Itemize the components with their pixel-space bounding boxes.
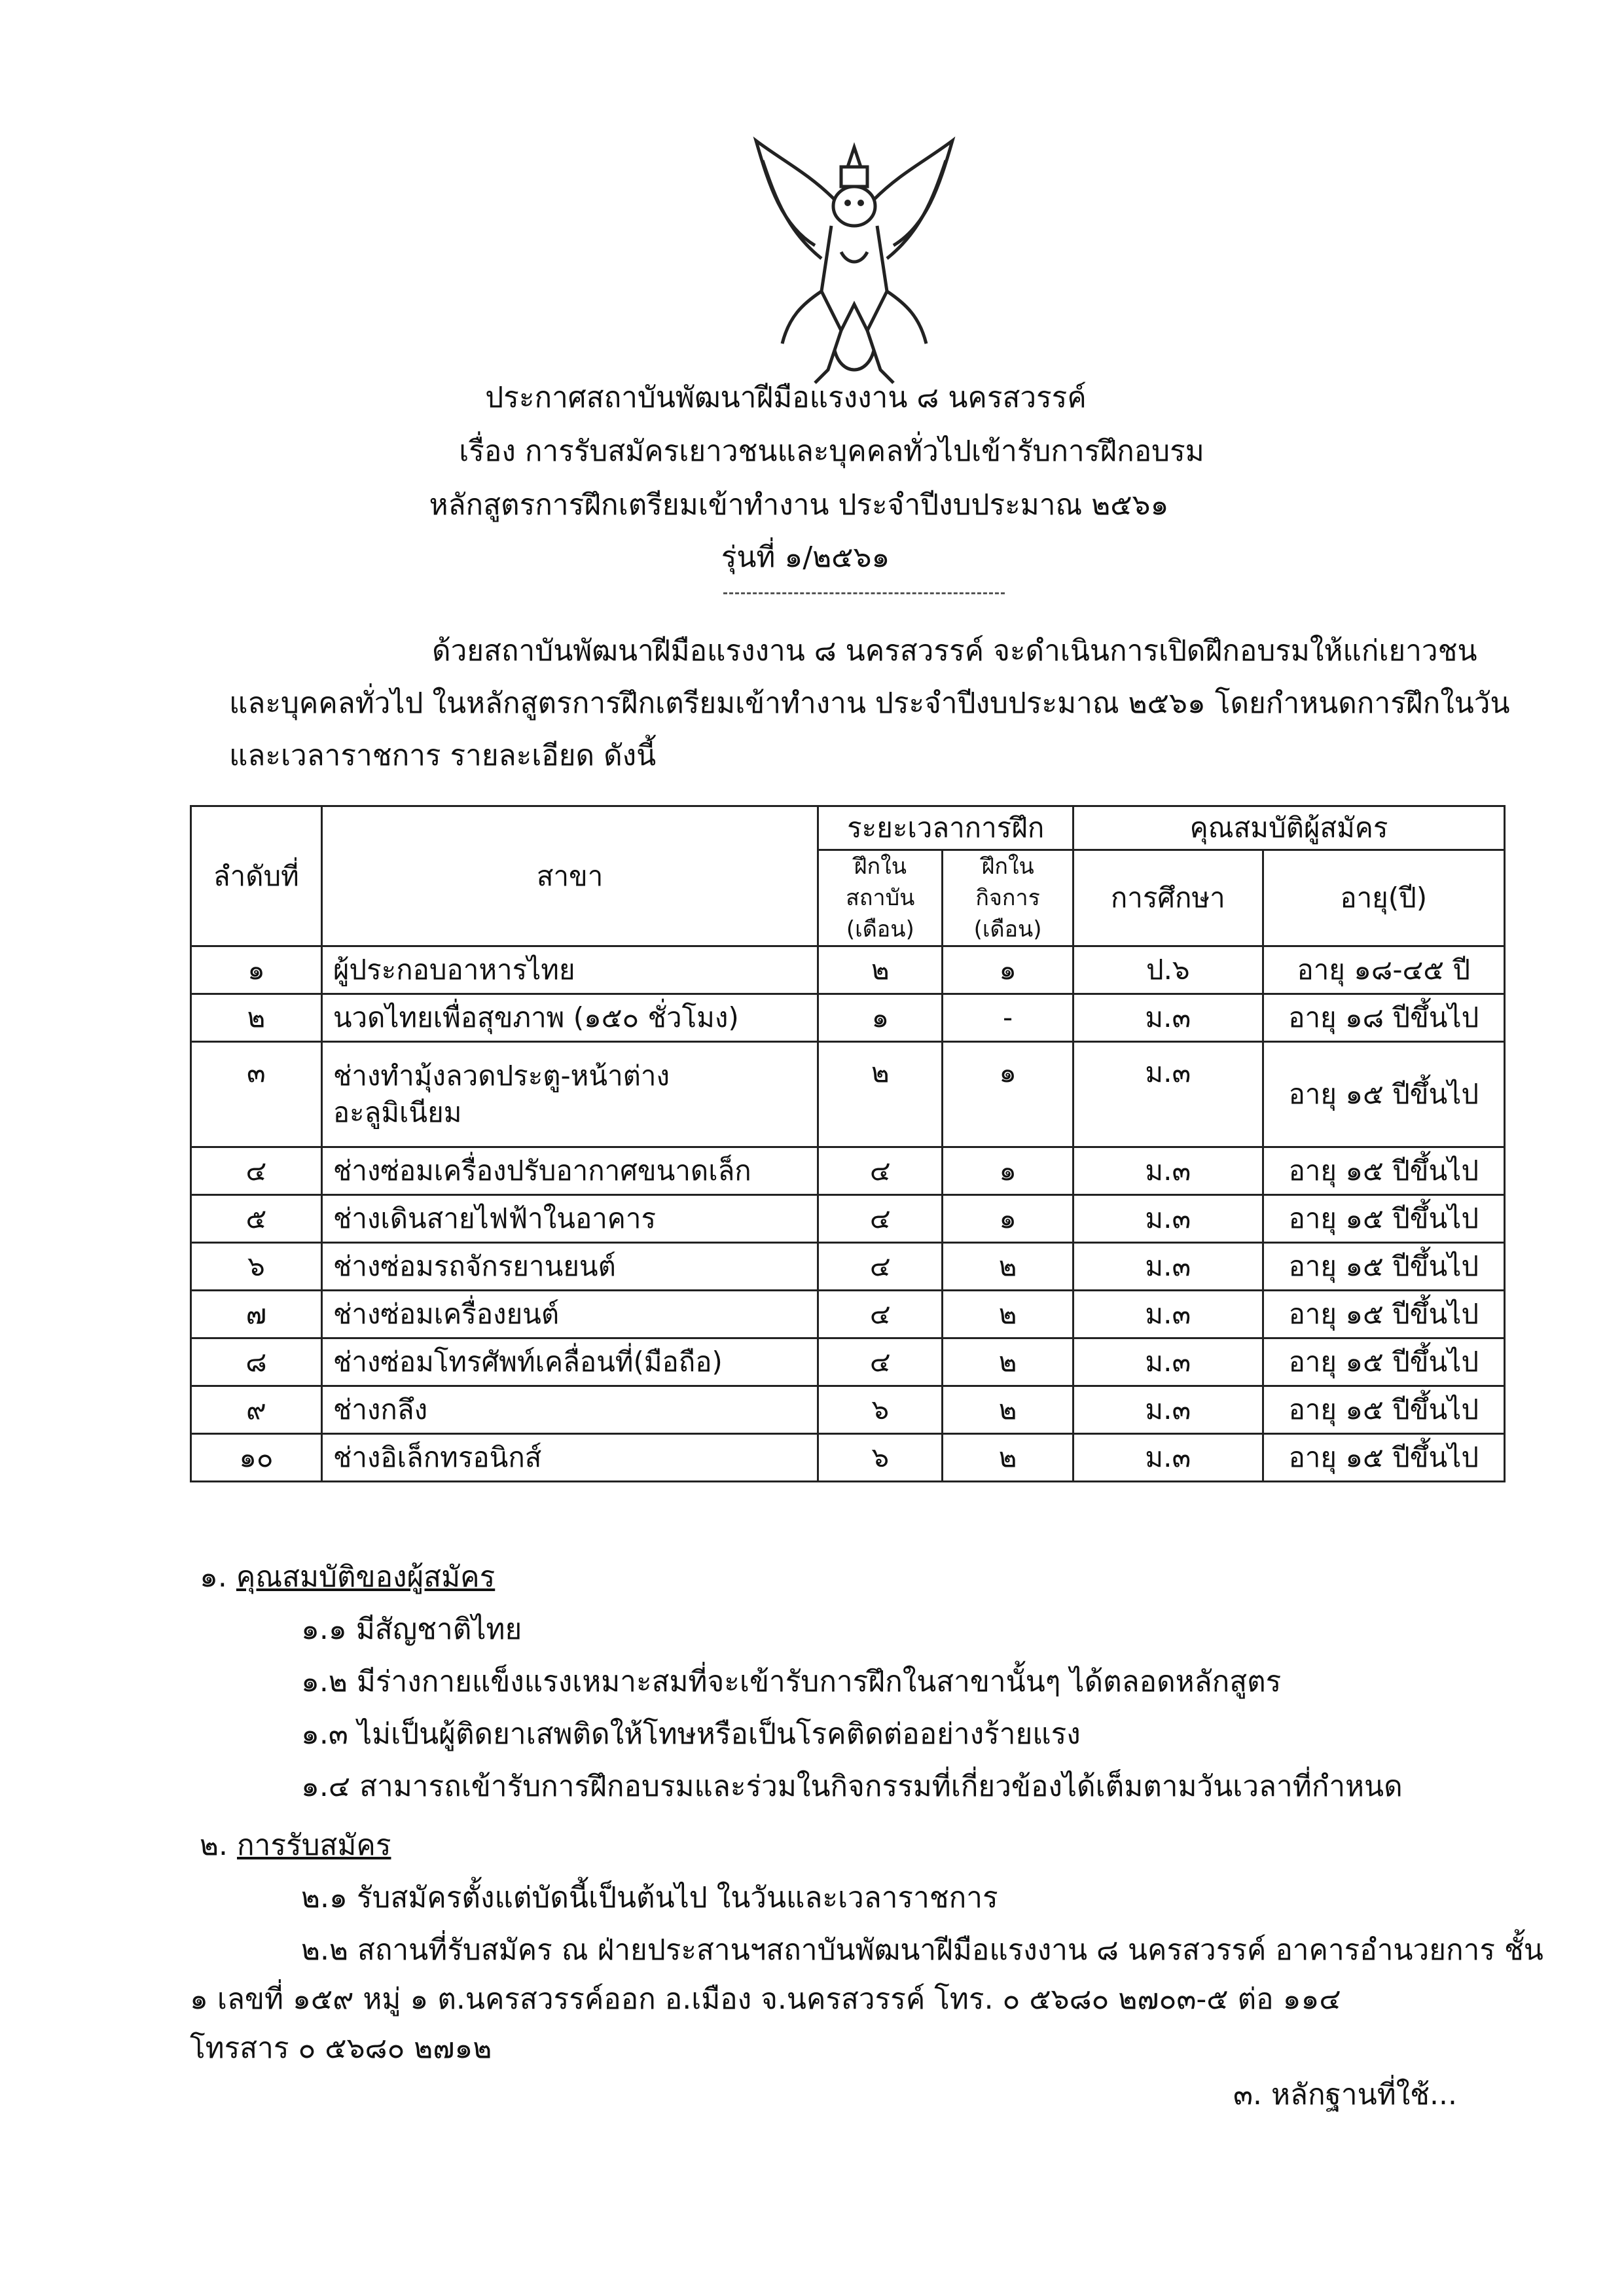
cell-branch: ช่างอิเล็กทรอนิกส์ [321,1434,818,1482]
announcement-batch: รุ่นที่ ๑/๒๕๖๑ [721,541,890,574]
cell-edu: ม.๓ [1074,1386,1263,1434]
table-row [191,1243,1505,1291]
cell-branch: ช่างซ่อมรถจักรยานยนต์ [321,1243,818,1291]
cell-inst: ๑ [818,994,943,1042]
table-row [191,1042,1505,1147]
table-row [191,1338,1505,1386]
table-row [191,994,1505,1042]
section-2-item-2-line-3: โทรสาร ๐ ๕๖๘๐ ๒๗๑๒ [190,2032,492,2065]
table-row [191,1291,1505,1338]
cell-no: ๑ [191,946,322,994]
cell-age: อายุ ๑๕ ปีขึ้นไป [1263,1434,1504,1482]
cell-edu: ม.๓ [1074,994,1263,1042]
cell-branch: ช่างเดินสายไฟฟ้าในอาคาร [321,1195,818,1243]
header-education: การศึกษา [1074,850,1263,946]
cell-no: ๕ [191,1195,322,1243]
intro-line-1: ด้วยสถาบันพัฒนาฝีมือแรงงาน ๘ นครสวรรค์ จะดำเนินการเปิดฝึกอบรมให้แก่เยาวชน [432,634,1477,668]
cell-inst: ๔ [818,1291,943,1338]
cell-edu: ม.๓ [1074,1042,1263,1147]
header-branch: สาขา [321,806,818,946]
cell-edu: ม.๓ [1074,1434,1263,1482]
cell-branch: ช่างซ่อมเครื่องปรับอากาศขนาดเล็ก [321,1147,818,1195]
cell-comp: ๒ [943,1386,1074,1434]
cell-age: อายุ ๑๕ ปีขึ้นไป [1263,1291,1504,1338]
section-1-heading: ๑. คุณสมบัติของผู้สมัคร [200,1560,496,1594]
section-1-item-2: ๑.๒ มีร่างกายแข็งแรงเหมาะสมที่จะเข้ารับการฝึกในสาขานั้นๆ ได้ตลอดหลักสูตร [301,1665,1282,1698]
cell-comp: ๑ [943,1195,1074,1243]
cell-inst: ๒ [818,1042,943,1147]
cell-comp: ๑ [943,1147,1074,1195]
cell-inst: ๖ [818,1434,943,1482]
cell-age: อายุ ๑๕ ปีขึ้นไป [1263,1386,1504,1434]
cell-age: อายุ ๑๕ ปีขึ้นไป [1263,1195,1504,1243]
cell-comp: ๒ [943,1291,1074,1338]
announcement-course: หลักสูตรการฝึกเตรียมเข้าทำงาน ประจำปีงบประมาณ ๒๕๖๑ [429,488,1169,522]
section-1-item-4: ๑.๔ สามารถเข้ารับการฝึกอบรมและร่วมในกิจกรรมที่เกี่ยวข้องได้เต็มตามวันเวลาที่กำหนด [301,1770,1403,1803]
cell-age: อายุ ๑๘ ปีขึ้นไป [1263,994,1504,1042]
course-table [190,805,1506,1482]
announcement-subject: เรื่อง การรับสมัครเยาวชนและบุคคลทั่วไปเข้ารับการฝึกอบรม [459,435,1204,468]
cell-no: ๔ [191,1147,322,1195]
cell-comp: ๒ [943,1243,1074,1291]
cell-age: อายุ ๑๕ ปีขึ้นไป [1263,1147,1504,1195]
cell-no: ๙ [191,1386,322,1434]
cell-age: อายุ ๑๕ ปีขึ้นไป [1263,1338,1504,1386]
garuda-emblem-icon [743,134,965,396]
cell-age: อายุ ๑๕ ปีขึ้นไป [1263,1243,1504,1291]
header-age: อายุ(ปี) [1263,850,1504,946]
cell-inst: ๔ [818,1338,943,1386]
cell-edu: ม.๓ [1074,1243,1263,1291]
cell-edu: ม.๓ [1074,1338,1263,1386]
cell-no: ๗ [191,1291,322,1338]
section-2-item-2-line-2: ๑ เลขที่ ๑๕๙ หมู่ ๑ ต.นครสวรรค์ออก อ.เมือง จ.นครสวรรค์ โทร. ๐ ๕๖๘๐ ๒๗๐๓-๕ ต่อ ๑๑๔ [190,1982,1341,2016]
intro-line-2: และบุคคลทั่วไป ในหลักสูตรการฝึกเตรียมเข้าทำงาน ประจำปีงบประมาณ ๒๕๖๑ โดยกำหนดการฝึกในวัน [229,687,1510,720]
table-row [191,1434,1505,1482]
section-1-item-3: ๑.๓ ไม่เป็นผู้ติดยาเสพติดให้โทษหรือเป็นโรคติดต่ออย่างร้ายแรง [301,1717,1081,1751]
cell-comp: ๑ [943,1042,1074,1147]
header-in-company: ฝึกในกิจการ (เดือน) [943,850,1074,946]
cell-branch: ช่างซ่อมโทรศัพท์เคลื่อนที่(มือถือ) [321,1338,818,1386]
next-page-continuation: ๓. หลักฐานที่ใช้... [1233,2078,1457,2111]
cell-no: ๖ [191,1243,322,1291]
cell-no: ๓ [191,1042,322,1147]
section-1-item-1: ๑.๑ มีสัญชาติไทย [301,1613,522,1646]
cell-branch: ช่างซ่อมเครื่องยนต์ [321,1291,818,1338]
cell-comp: ๑ [943,946,1074,994]
cell-age: อายุ ๑๘-๔๕ ปี [1263,946,1504,994]
cell-no: ๑๐ [191,1434,322,1482]
header-in-institute: ฝึกในสถาบัน (เดือน) [818,850,943,946]
cell-inst: ๒ [818,946,943,994]
cell-branch: ผู้ประกอบอาหารไทย [321,946,818,994]
cell-no: ๘ [191,1338,322,1386]
cell-comp: ๒ [943,1434,1074,1482]
section-2-item-2-line-1: ๒.๒ สถานที่รับสมัคร ณ ฝ่ายประสานฯสถาบันพัฒนาฝีมือแรงงาน ๘ นครสวรรค์ อาคารอำนวยการ ชั้น [301,1933,1543,1967]
cell-inst: ๖ [818,1386,943,1434]
header-no: ลำดับที่ [191,806,322,946]
cell-branch: ช่างกลึง [321,1386,818,1434]
cell-edu: ม.๓ [1074,1147,1263,1195]
table-row [191,1386,1505,1434]
section-2-heading: ๒. การรับสมัคร [200,1829,391,1862]
header-duration: ระยะเวลาการฝึก [818,806,1074,850]
table-row [191,1147,1505,1195]
cell-branch: นวดไทยเพื่อสุขภาพ (๑๕๐ ชั่วโมง) [321,994,818,1042]
section-2-item-1: ๒.๑ รับสมัครตั้งแต่บัดนี้เป็นต้นไป ในวันและเวลาราชการ [301,1881,998,1914]
cell-inst: ๔ [818,1243,943,1291]
announcement-title: ประกาศสถาบันพัฒนาฝีมือแรงงาน ๘ นครสวรรค์ [485,381,1087,414]
cell-edu: ม.๓ [1074,1291,1263,1338]
cell-age: อายุ ๑๕ ปีขึ้นไป [1263,1042,1504,1147]
cell-inst: ๔ [818,1147,943,1195]
cell-edu: ป.๖ [1074,946,1263,994]
cell-comp: - [943,994,1074,1042]
cell-comp: ๒ [943,1338,1074,1386]
cell-edu: ม.๓ [1074,1195,1263,1243]
separator-line [723,592,1005,594]
header-qualification: คุณสมบัติผู้สมัคร [1074,806,1505,850]
cell-branch: ช่างทำมุ้งลวดประตู-หน้าต่าง อะลูมิเนียม [321,1042,818,1147]
intro-line-3: และเวลาราชการ รายละเอียด ดังนี้ [229,739,657,772]
table-row [191,946,1505,994]
table-row [191,1195,1505,1243]
cell-no: ๒ [191,994,322,1042]
cell-inst: ๔ [818,1195,943,1243]
